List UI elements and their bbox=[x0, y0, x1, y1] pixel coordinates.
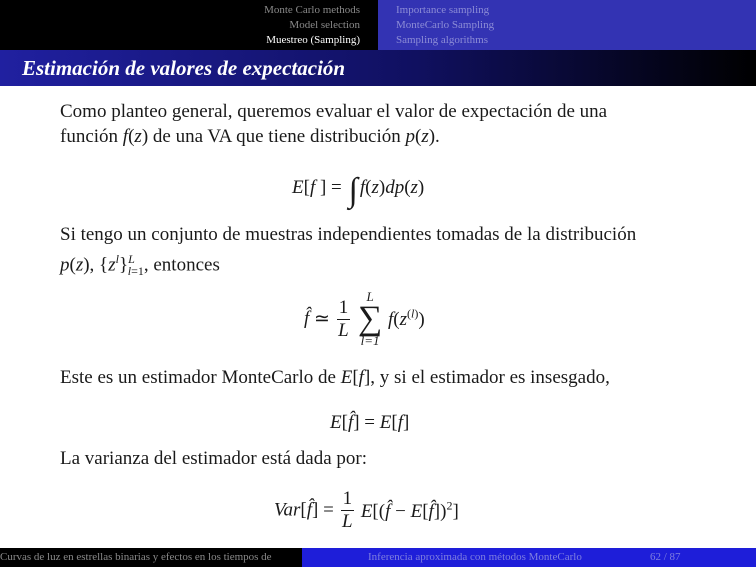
text-estimador: Este es un estimador MonteCarlo de bbox=[60, 367, 341, 388]
footer-page-number: 62 / 87 bbox=[650, 551, 681, 563]
text-insesgado: , y si el estimador es insesgado, bbox=[370, 367, 610, 388]
equation-unbiased: E[f̂] = E[f] bbox=[330, 412, 410, 433]
footer-author-panel bbox=[0, 548, 302, 567]
footer-title-panel bbox=[302, 548, 756, 567]
nav-subsection-sampling-algorithms[interactable]: Sampling algorithms bbox=[396, 34, 488, 46]
equation-variance: Var[f̂] = $\frac{1}{L}$ E[(f̂ − E[f̂])$^2$] bbox=[274, 488, 459, 532]
nav-sections-panel bbox=[0, 0, 378, 50]
text-distribucion: de una VA que tiene distribución bbox=[148, 126, 406, 147]
fraction-one-over-l-variance: $\frac{1}{L}$ bbox=[342, 488, 353, 532]
frame-title: Estimación de valores de expectación bbox=[22, 56, 346, 80]
paragraph-estimator: Este es un estimador MonteCarlo de E[f], y si el estimador es insesgado, bbox=[60, 367, 610, 388]
paragraph-samples-line2: p(z), $\{z^l\}^L_{l=1}$, entonces bbox=[60, 252, 220, 279]
integral-symbol: ∫ bbox=[348, 172, 358, 209]
paragraph-variance bbox=[60, 446, 720, 471]
paragraph-intro-line1: Como planteo general, queremos evaluar el valor de expectación de una bbox=[60, 101, 608, 122]
text-entonces: , entonces bbox=[143, 254, 220, 276]
paragraph-intro-line2: función f(z) de una VA que tiene distribución p(z). bbox=[60, 126, 440, 147]
summation-symbol: L ∑ l=1 bbox=[357, 289, 383, 348]
nav-section-monte-carlo[interactable]: Monte Carlo methods bbox=[264, 4, 360, 16]
nav-subsection-importance-sampling[interactable]: Importance sampling bbox=[396, 4, 490, 16]
fraction-one-over-l: $\frac{1}{L}$ bbox=[338, 296, 349, 341]
paragraph-samples bbox=[60, 222, 720, 284]
nav-subsection-montecarlo-sampling[interactable]: MonteCarlo Sampling bbox=[396, 19, 495, 31]
paragraph-samples-line1: Si tengo un conjunto de muestras independientes tomadas de la distribución bbox=[60, 224, 637, 245]
math-pz: p bbox=[405, 126, 415, 147]
subsection-list bbox=[396, 3, 494, 48]
nav-section-muestreo[interactable]: Muestreo (Sampling) bbox=[266, 34, 360, 46]
text-funcion: función bbox=[60, 126, 123, 147]
footer-left-text: Curvas de luz en estrellas binarias y efectos en los tiempos de bbox=[0, 551, 272, 563]
paragraph-intro bbox=[60, 99, 720, 149]
nav-subsections-panel bbox=[378, 0, 756, 50]
footer-title: Inferencia aproximada con métodos MonteCarlo bbox=[368, 551, 582, 563]
text-varianza: La varianza del estimador está dada por: bbox=[60, 448, 368, 469]
frame-title-bar bbox=[0, 50, 756, 86]
equation-expectation: E[f ] = ∫ f(z)dp(z) bbox=[292, 172, 425, 209]
nav-section-model-selection[interactable]: Model selection bbox=[289, 19, 360, 31]
section-list bbox=[264, 3, 360, 48]
equation-estimator: f̂ ≃ $\frac{1}{L}$ L ∑ l=1 $f(z^{(l)})$ bbox=[304, 289, 425, 348]
math-fz: f bbox=[122, 126, 129, 147]
